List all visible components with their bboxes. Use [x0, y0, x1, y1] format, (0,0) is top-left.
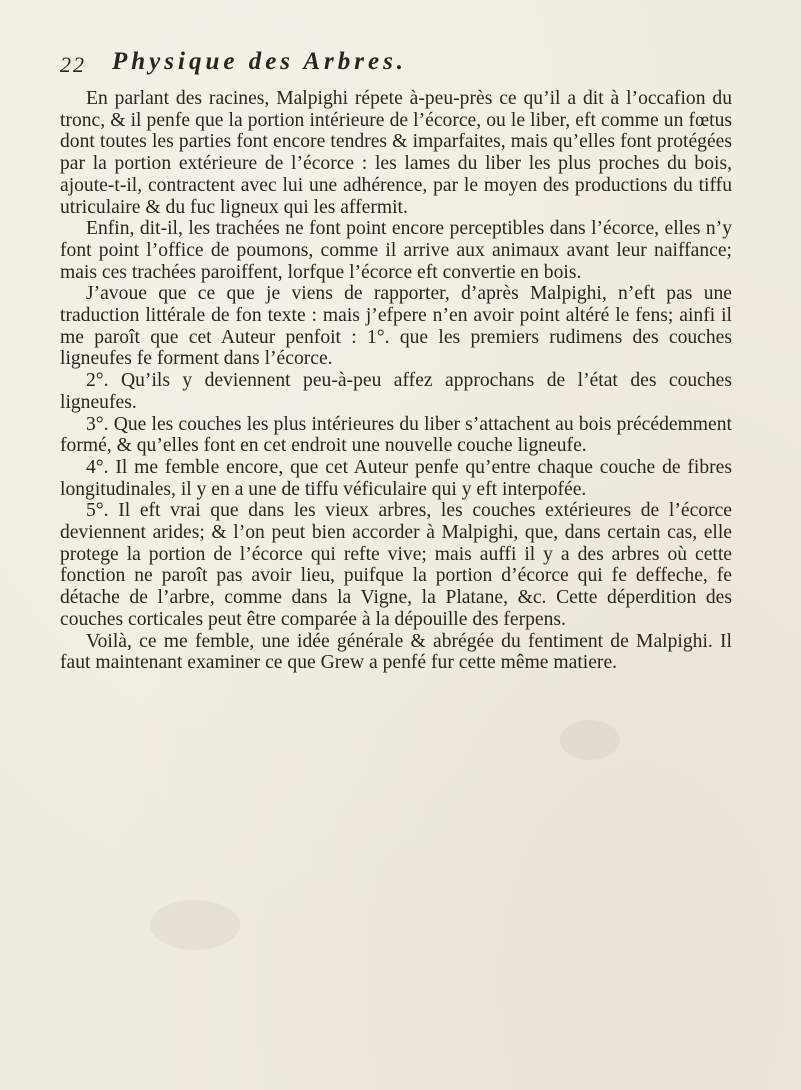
- paragraph-3: J’avoue que ce que je viens de rapporter, d’après Malpighi, n’eft pas une traduction littérale de fon texte : mais j’efpere n’en avoir point altéré le fens; ainfi il me paroît que cet Auteur penfoit : 1°. que les premiers rudimens des couches ligneufes fe forment dans l’écorce.: [60, 283, 732, 370]
- paragraph-1: En parlant des racines, Malpighi répete à-peu-près ce qu’il a dit à l’occafion du tronc, & il penfe que la portion intérieure de l’écorce, ou le liber, eft comme un fœtus dont toutes les parties font encore tendres & imparfaites, mais qu’elles font protégées par la portion extérieure de l’écorce : les lames du liber les plus proches du bois, ajoute-t-il, contractent avec lui une adhérence, par le moyen des productions du tiffu utriculaire & du fuc ligneux qui les affermit.: [60, 88, 732, 218]
- paragraph-5: 3°. Que les couches les plus intérieures du liber s’attachent au bois précédemment formé, & qu’elles font en cet endroit une nouvelle couche ligneufe.: [60, 413, 732, 457]
- running-head: [60, 50, 750, 80]
- paragraph-2: Enfin, dit-il, les trachées ne font point encore perceptibles dans l’écorce, elles n’y font point l’office de poumons, comme il arrive aux animaux avant leur naiffance; mais ces trachées paroiffent, lorfque l’écorce eft convertie en bois.: [60, 218, 732, 283]
- body-text: [60, 88, 732, 674]
- book-title: Physique des Arbres.: [112, 48, 408, 75]
- paragraph-4: 2°. Qu’ils y deviennent peu-à-peu affez approchans de l’état des couches ligneufes.: [60, 370, 732, 413]
- paper-stain: [150, 900, 240, 950]
- paper-stain: [560, 720, 620, 760]
- paragraph-7: 5°. Il eft vrai que dans les vieux arbres, les couches extérieures de l’écorce deviennent arides; & l’on peut bien accorder à Malpighi, que, dans certain cas, elle protege la portion de l’écorce qui refte vive; mais auffi il y a des arbres où cette fonction ne paroît pas avoir lieu, puifque la portion d’écorce qui fe deffeche, fe détache de l’arbre, comme dans la Vigne, la Platane, &c. Cette déperdition des couches corticales peut être comparée à la dépouille des ferpens.: [60, 500, 732, 630]
- paragraph-6: 4°. Il me femble encore, que cet Auteur penfe qu’entre chaque couche de fibres longitudinales, il y en a une de tiffu véficulaire qui y eft interpofée.: [60, 456, 732, 500]
- page-number: 22: [60, 52, 86, 77]
- paragraph-8: Voilà, ce me femble, une idée générale & abrégée du fentiment de Malpighi. Il faut maintenant examiner ce que Grew a penfé fur cette même matiere.: [60, 630, 732, 674]
